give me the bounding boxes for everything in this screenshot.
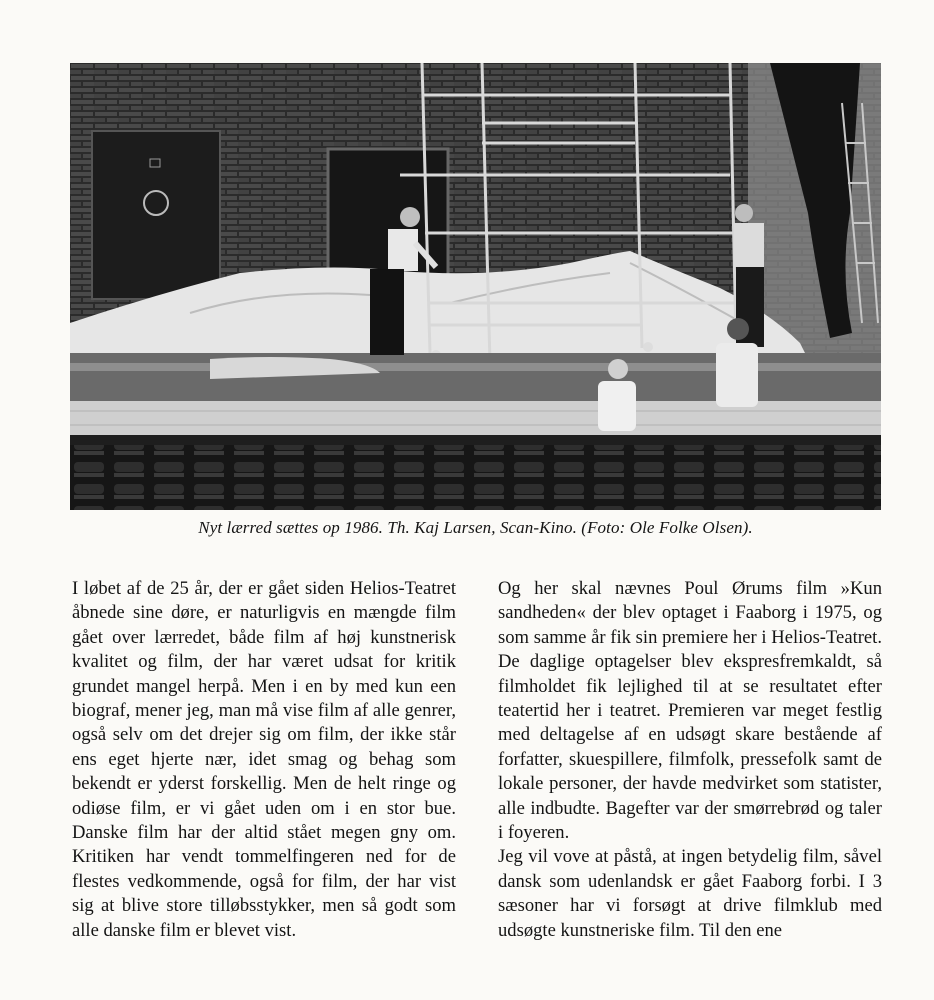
paragraph: I løbet af de 25 år, der er gået siden Helios-Teatret åbnede sine døre, er naturligvis en mængde film gået over lærredet, både film af høj kunstnerisk kvalitet og film, der har været udsat for kritik grundet mangel herpå. Men i en by med kun een biograf, mener jeg, man må vise film af alle genrer, også selv om det drejer sig om film, der ikke står ens eget hjerte nær, idet smag og behag som bekendt er yderst forskellig. Men de helt ringe og odiøse film, er vi gået uden om i en stor bue. Danske film har der altid stået megen gny om. Kritiken har vendt tommelfingeren ned for de flestes vedkommende, også for film, der har vist sig at blive store tilløbsstykker, men så godt som alle danske film er blevet vist. bbox=[72, 578, 456, 941]
paragraph: Og her skal nævnes Poul Ørums film »Kun sandheden« der blev optaget i Faaborg i 1975, og som samme år fik sin premiere her i Helios-Teatret. De daglige optagelser blev ekspresfremkaldt, så filmholdet fik lejlighed til at se resultatet efter teatertid her i teatret. Premieren var meget festlig med deltagelse af en udsøgt skare bestående af forfatter, skuespillere, filmfolk, pressefolk samt de lokale personer, der havde medvirket som statister, alle indbudte. Bagefter var der smørrebrød og taler i foyeren. bbox=[498, 578, 882, 844]
paragraph: Jeg vil vove at påstå, at ingen betydelig film, såvel dansk som udenlandsk er gået Faaborg forbi. I 3 sæsoner har vi forsøgt at drive filmklub med udsøgte kunstneriske film. Til den ene bbox=[498, 846, 882, 941]
photo-caption: Nyt lærred sættes op 1986. Th. Kaj Larsen, Scan-Kino. (Foto: Ole Folke Olsen). bbox=[198, 518, 753, 537]
stage-photo bbox=[70, 63, 881, 510]
article-column-left bbox=[72, 577, 456, 943]
auditorium-seats bbox=[70, 443, 881, 510]
article-column-right bbox=[498, 577, 882, 943]
stage-floor bbox=[70, 353, 881, 405]
